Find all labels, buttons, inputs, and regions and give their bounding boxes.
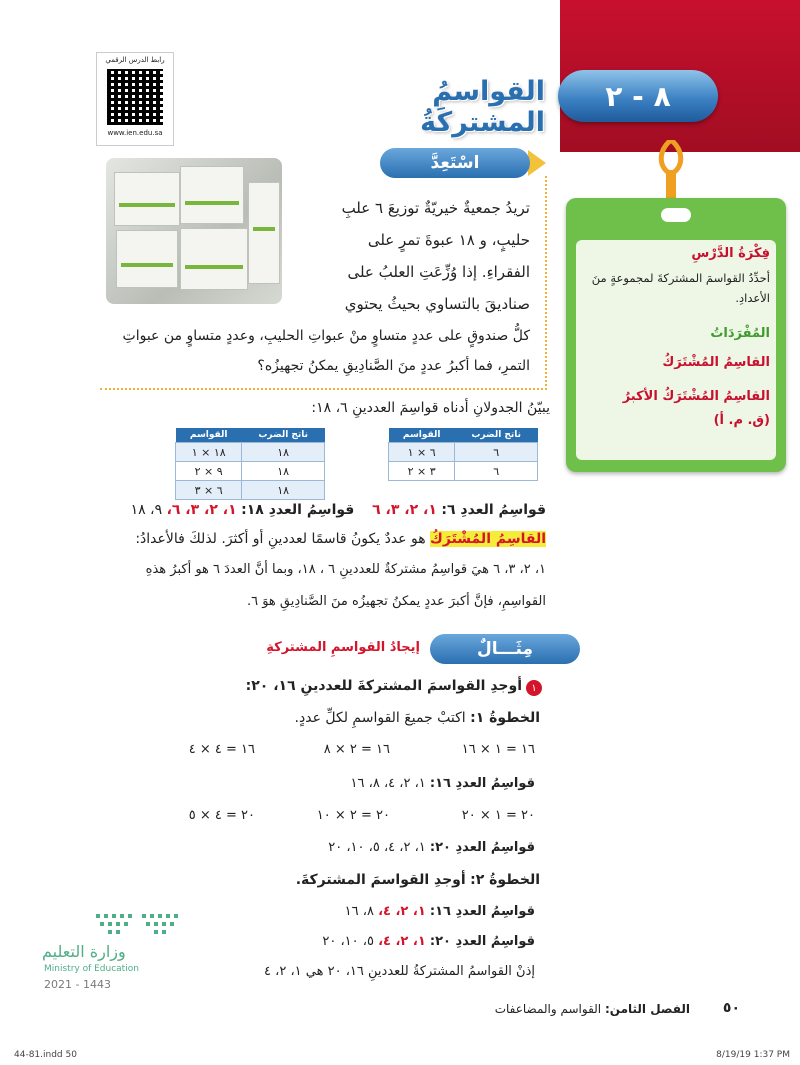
- example-conclusion: إذنْ القواسمُ المشتركةُ للعددينِ ١٦، ٢٠ هي ١، ٢، ٤: [264, 964, 535, 979]
- factors-cell: ١٨ × ١: [176, 443, 242, 462]
- ready-line-4: صناديقَ بالتساوي بحيثُ يحتوي: [344, 295, 530, 313]
- table-row: [176, 481, 325, 500]
- ministry-year: 2021 - 1443: [44, 978, 111, 991]
- ready-line-1: تريدُ جمعيةٌ خيريّةٌ توزيعَ ٦ علبِ: [341, 199, 530, 217]
- factors-table-6: [388, 428, 538, 481]
- idea-text: أحدِّدُ القواسمَ المشتركةَ لمجموعةٍ منَ الأعدادِ.: [591, 271, 770, 305]
- factors20-label: قواسِمُ العددِ ٢٠:: [429, 840, 535, 855]
- qr-label: رابط الدرس الرقمي: [105, 56, 165, 64]
- step1-label: الخطوةُ ١:: [470, 710, 540, 726]
- ready-line-2: حليبٍ، و ١٨ عبوةَ تمرٍ على: [367, 231, 530, 249]
- eq20-c: ٢٠ = ٤ × ٥: [188, 808, 255, 823]
- eq16-b: ١٦ = ٢ × ٨: [323, 742, 390, 757]
- product-cell: ٦: [455, 462, 538, 481]
- common20-rest: ٥، ١٠، ٢٠: [322, 934, 374, 949]
- step2-label: الخطوةُ ٢:: [470, 872, 540, 888]
- definition-line-3: القواسِمِ، فإنَّ أكبرَ عددٍ يمكنُ تجهيزُه منَ الصَّنادِيقِ هوَ ٦.: [246, 594, 546, 609]
- step1-row: [240, 710, 540, 726]
- definition-line-1: [96, 528, 546, 550]
- vocab-heading: المُفْرَدَاتُ: [710, 326, 770, 341]
- product-cell: ١٨: [242, 443, 325, 462]
- factors-table-18: [175, 428, 325, 500]
- qr-code-icon[interactable]: [107, 69, 163, 125]
- table-row: [176, 462, 325, 481]
- idea-heading: فِكْرَةُ الدَّرْسِ: [691, 246, 770, 261]
- ministry-name-ar: وزارة التعليم: [42, 942, 126, 961]
- table-row: [389, 462, 538, 481]
- factors16-row: [240, 776, 535, 791]
- factors20-values: ١، ٢، ٤، ٥، ١٠، ٢٠: [328, 840, 426, 855]
- definition-text: هو عددٌ يكونُ قاسمًا لعددينِ أو أكثرَ. لذلكَ فالأعدادُ:: [135, 531, 426, 547]
- common20-red: ١، ٢، ٤،: [378, 934, 426, 949]
- factors-cell: ٦ × ٣: [176, 481, 242, 500]
- eq20-a: ٢٠ = ١ × ٢٠: [461, 808, 535, 823]
- eq16-a: ١٦ = ١ × ١٦: [461, 742, 535, 757]
- factors-cell: ٦ × ١: [389, 443, 455, 462]
- factors-cell: ٣ × ٢: [389, 462, 455, 481]
- factors16-label: قواسِمُ العددِ ١٦:: [429, 776, 535, 791]
- qr-code-panel[interactable]: [96, 52, 174, 146]
- factors-6-values: ١، ٢، ٣، ٦: [372, 502, 437, 518]
- common16-red: ١، ٢، ٤،: [378, 904, 426, 919]
- step2-row: [240, 872, 540, 888]
- chapter-footer: [430, 1002, 690, 1016]
- factors20-row: [200, 840, 535, 855]
- example-subtitle: إيجادُ القواسمِ المشتركةِ: [266, 640, 420, 655]
- definition-term: القاسِمُ المُشْتَرَكُ: [430, 531, 546, 547]
- table-row: [389, 443, 538, 462]
- product-cell: ١٨: [242, 462, 325, 481]
- factors-18-common: ١، ٢، ٣، ٦،: [166, 502, 237, 518]
- page-number: ٥٠: [722, 1000, 740, 1016]
- factors-6-label: قواسِمُ العددِ ٦:: [441, 502, 546, 518]
- example-number-badge: ١: [526, 680, 542, 696]
- ready-banner: اسْتَعِدَّ: [380, 148, 530, 178]
- col-factors: القواسم: [389, 428, 455, 443]
- chapter-label: الفصل الثامن:: [604, 1002, 690, 1016]
- print-date: 8/19/19 1:37 PM: [716, 1050, 790, 1060]
- table-row: [176, 443, 325, 462]
- lesson-number-badge: ٨ - ٢: [558, 70, 718, 122]
- eq16-c: ١٦ = ٤ × ٤: [188, 742, 255, 757]
- term-gcf[interactable]: القاسِمُ المُشْتَرَكُ الأكبرُ: [622, 389, 770, 404]
- col-product: ناتج الضرب: [455, 428, 538, 443]
- common16-label: قواسِمُ العددِ ١٦:: [429, 904, 535, 919]
- common20-row: [200, 934, 535, 949]
- ministry-logo-icon: [92, 910, 182, 940]
- product-cell: ١٨: [242, 481, 325, 500]
- factors-18-label: قواسِمُ العددِ ١٨:: [241, 502, 355, 518]
- ready-arrow-icon: [528, 150, 546, 176]
- example-question: أوجدِ القواسمَ المشتركةَ للعددينِ ١٦، ٢٠:: [245, 678, 522, 694]
- file-name: 44-81.indd 50: [14, 1050, 77, 1060]
- ready-line-6: التمرِ، فما أكبرُ عددٍ منَ الصَّنادِيقِ يمكنُ تجهيزُه؟: [257, 358, 530, 374]
- factors-18-rest: ٩، ١٨: [130, 502, 163, 518]
- factors16-values: ١، ٢، ٤، ٨، ١٦: [350, 776, 426, 791]
- milk-boxes-photo: [106, 158, 282, 304]
- tables-intro: يبيّنُ الجدولانِ أدناه قواسِمَ العددينِ ٦، ١٨:: [311, 400, 550, 416]
- product-cell: ٦: [455, 443, 538, 462]
- eq20-b: ٢٠ = ٢ × ١٠: [316, 808, 390, 823]
- step1-text: اكتبْ جميعَ القواسمِ لكلِّ عددٍ.: [294, 710, 466, 726]
- col-factors: القواسم: [176, 428, 242, 443]
- ready-line-3: الفقراءِ. إذا وُزِّعَتِ العلبُ على: [347, 263, 530, 281]
- common20-label: قواسِمُ العددِ ٢٠:: [429, 934, 535, 949]
- factors-cell: ٩ × ٢: [176, 462, 242, 481]
- common16-row: [200, 904, 535, 919]
- term-common-factor[interactable]: القاسِمُ المُشْتَرَكُ: [662, 355, 770, 370]
- col-product: ناتج الضرب: [242, 428, 325, 443]
- qr-url[interactable]: www.ien.edu.sa: [107, 129, 163, 137]
- term-gcf-abbr: (ق. م. أ): [713, 413, 770, 428]
- lesson-idea-card: [566, 198, 786, 472]
- card-hole: [661, 208, 691, 222]
- definition-line-2: ١، ٢، ٣، ٦ هيَ قواسِمُ مشتركةٌ للعددينِ ٦ ، ١٨، وبما أنَّ العددَ ٦ هو أكبرُ هذهِ: [145, 562, 546, 577]
- ministry-name-en: Ministry of Education: [44, 964, 139, 974]
- lesson-title: القواسمُ المشتركَةُ: [420, 76, 545, 138]
- chapter-title: القواسم والمضاعفات: [494, 1002, 602, 1016]
- common16-rest: ٨، ١٦: [344, 904, 374, 919]
- ready-line-5: كلُّ صندوقٍ على عددٍ متساوٍ منْ عبواتِ الحليبِ، وعددٍ متساوٍ من عبواتِ: [122, 328, 530, 344]
- factors-line: [96, 502, 546, 518]
- step2-text: أوجدِ القواسمَ المشتركةَ.: [295, 872, 466, 888]
- card-ribbon-icon: [654, 140, 688, 200]
- lesson-idea-inner: [576, 240, 776, 460]
- example-banner: مِثَـــالٌ: [430, 634, 580, 664]
